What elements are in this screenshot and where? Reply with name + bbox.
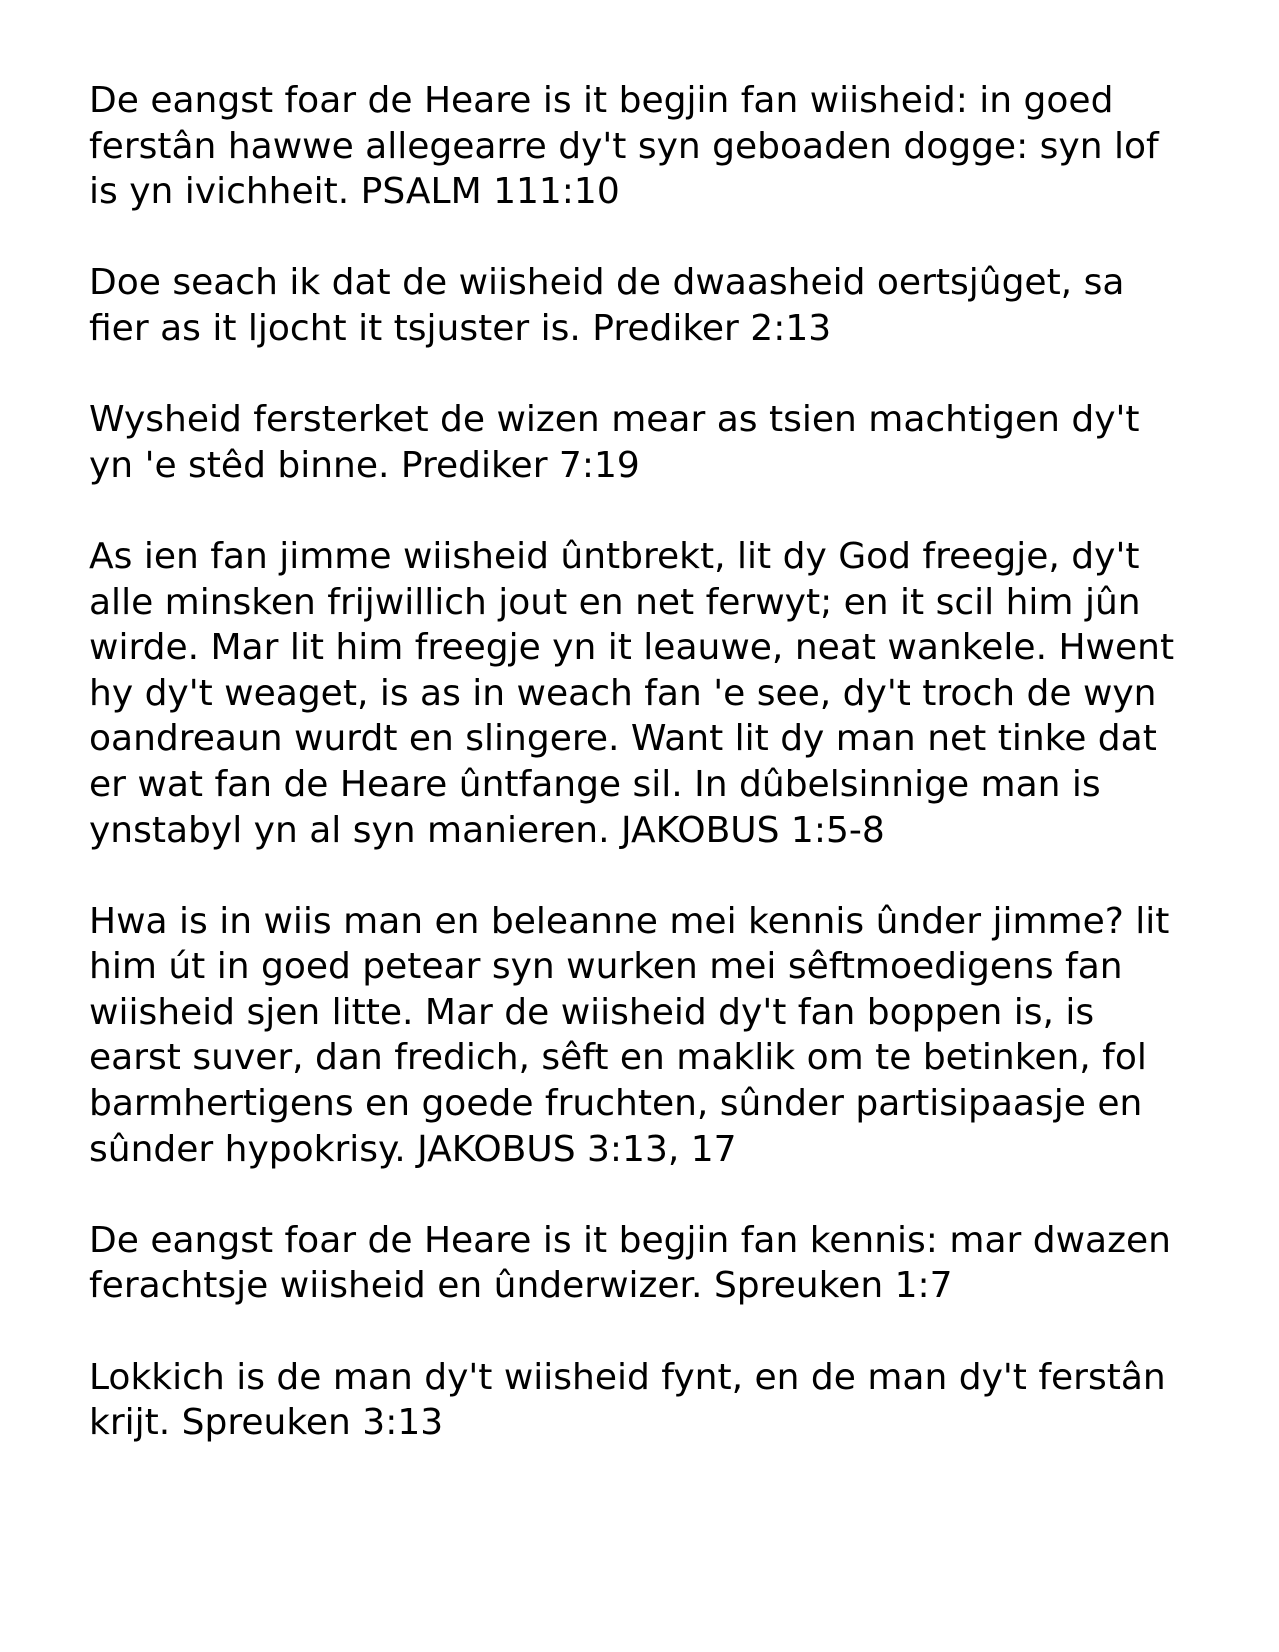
text-line: Wysheid fersterket de wizen mear as tsien machtigen dy't — [89, 399, 1140, 441]
verse-paragraph-spreuken-3-13 — [89, 1355, 1209, 1446]
text-line: krijt. Spreuken 3:13 — [89, 1402, 444, 1444]
text-line: Doe seach ik dat de wiisheid de dwaasheid oertsjûget, sa — [89, 262, 1125, 304]
text-line: is yn ivichheit. PSALM 111:10 — [89, 171, 620, 213]
text-line: oandreaun wurdt en slingere. Want lit dy man net tinke dat — [89, 718, 1157, 760]
text-line: sûnder hypokrisy. JAKOBUS 3:13, 17 — [89, 1128, 737, 1170]
text-line: er wat fan de Heare ûntfange sil. In dûbelsinnige man is — [89, 763, 1101, 805]
text-line: hy dy't weaget, is as in weach fan 'e see, dy't troch de wyn — [89, 672, 1157, 714]
text-line: him út in goed petear syn wurken mei sêftmoedigens fan — [89, 946, 1123, 988]
text-line: wirde. Mar lit him freegje yn it leauwe, neat wankele. Hwent — [89, 627, 1175, 669]
verse-paragraph-jakobus-1-5-8 — [89, 534, 1209, 853]
text-line: ynstabyl yn al syn manieren. JAKOBUS 1:5-8 — [89, 809, 885, 851]
verse-paragraph-prediker-2-13 — [89, 260, 1209, 351]
text-line: fier as it ljocht it tsjuster is. Prediker 2:13 — [89, 307, 832, 349]
verse-paragraph-prediker-7-19 — [89, 397, 1209, 488]
text-line: De eangst foar de Heare is it begjin fan wiisheid: in goed — [89, 80, 1114, 121]
document-page — [89, 78, 1209, 1491]
verse-paragraph-psalm-111-10 — [89, 78, 1209, 215]
text-line: ferachtsje wiisheid en ûnderwizer. Spreuken 1:7 — [89, 1265, 953, 1307]
text-line: earst suver, dan fredich, sêft en maklik om te betinken, fol — [89, 1037, 1147, 1079]
text-line: Hwa is in wiis man en beleanne mei kennis ûnder jimme? lit — [89, 900, 1170, 942]
text-line: yn 'e stêd binne. Prediker 7:19 — [89, 444, 640, 486]
text-line: alle minsken frijwillich jout en net ferwyt; en it scil him jûn — [89, 581, 1141, 623]
text-line: De eangst foar de Heare is it begjin fan kennis: mar dwazen — [89, 1219, 1171, 1261]
text-line: wiisheid sjen litte. Mar de wiisheid dy't fan boppen is, is — [89, 991, 1095, 1033]
text-line: ferstân hawwe allegearre dy't syn geboaden dogge: syn lof — [89, 125, 1159, 167]
verse-paragraph-spreuken-1-7 — [89, 1218, 1209, 1309]
text-line: barmhertigens en goede fruchten, sûnder partisipaasje en — [89, 1083, 1143, 1125]
text-line: Lokkich is de man dy't wiisheid fynt, en de man dy't ferstân — [89, 1356, 1166, 1398]
verse-paragraph-jakobus-3-13-17 — [89, 899, 1209, 1173]
text-line: As ien fan jimme wiisheid ûntbrekt, lit dy God freegje, dy't — [89, 535, 1140, 577]
